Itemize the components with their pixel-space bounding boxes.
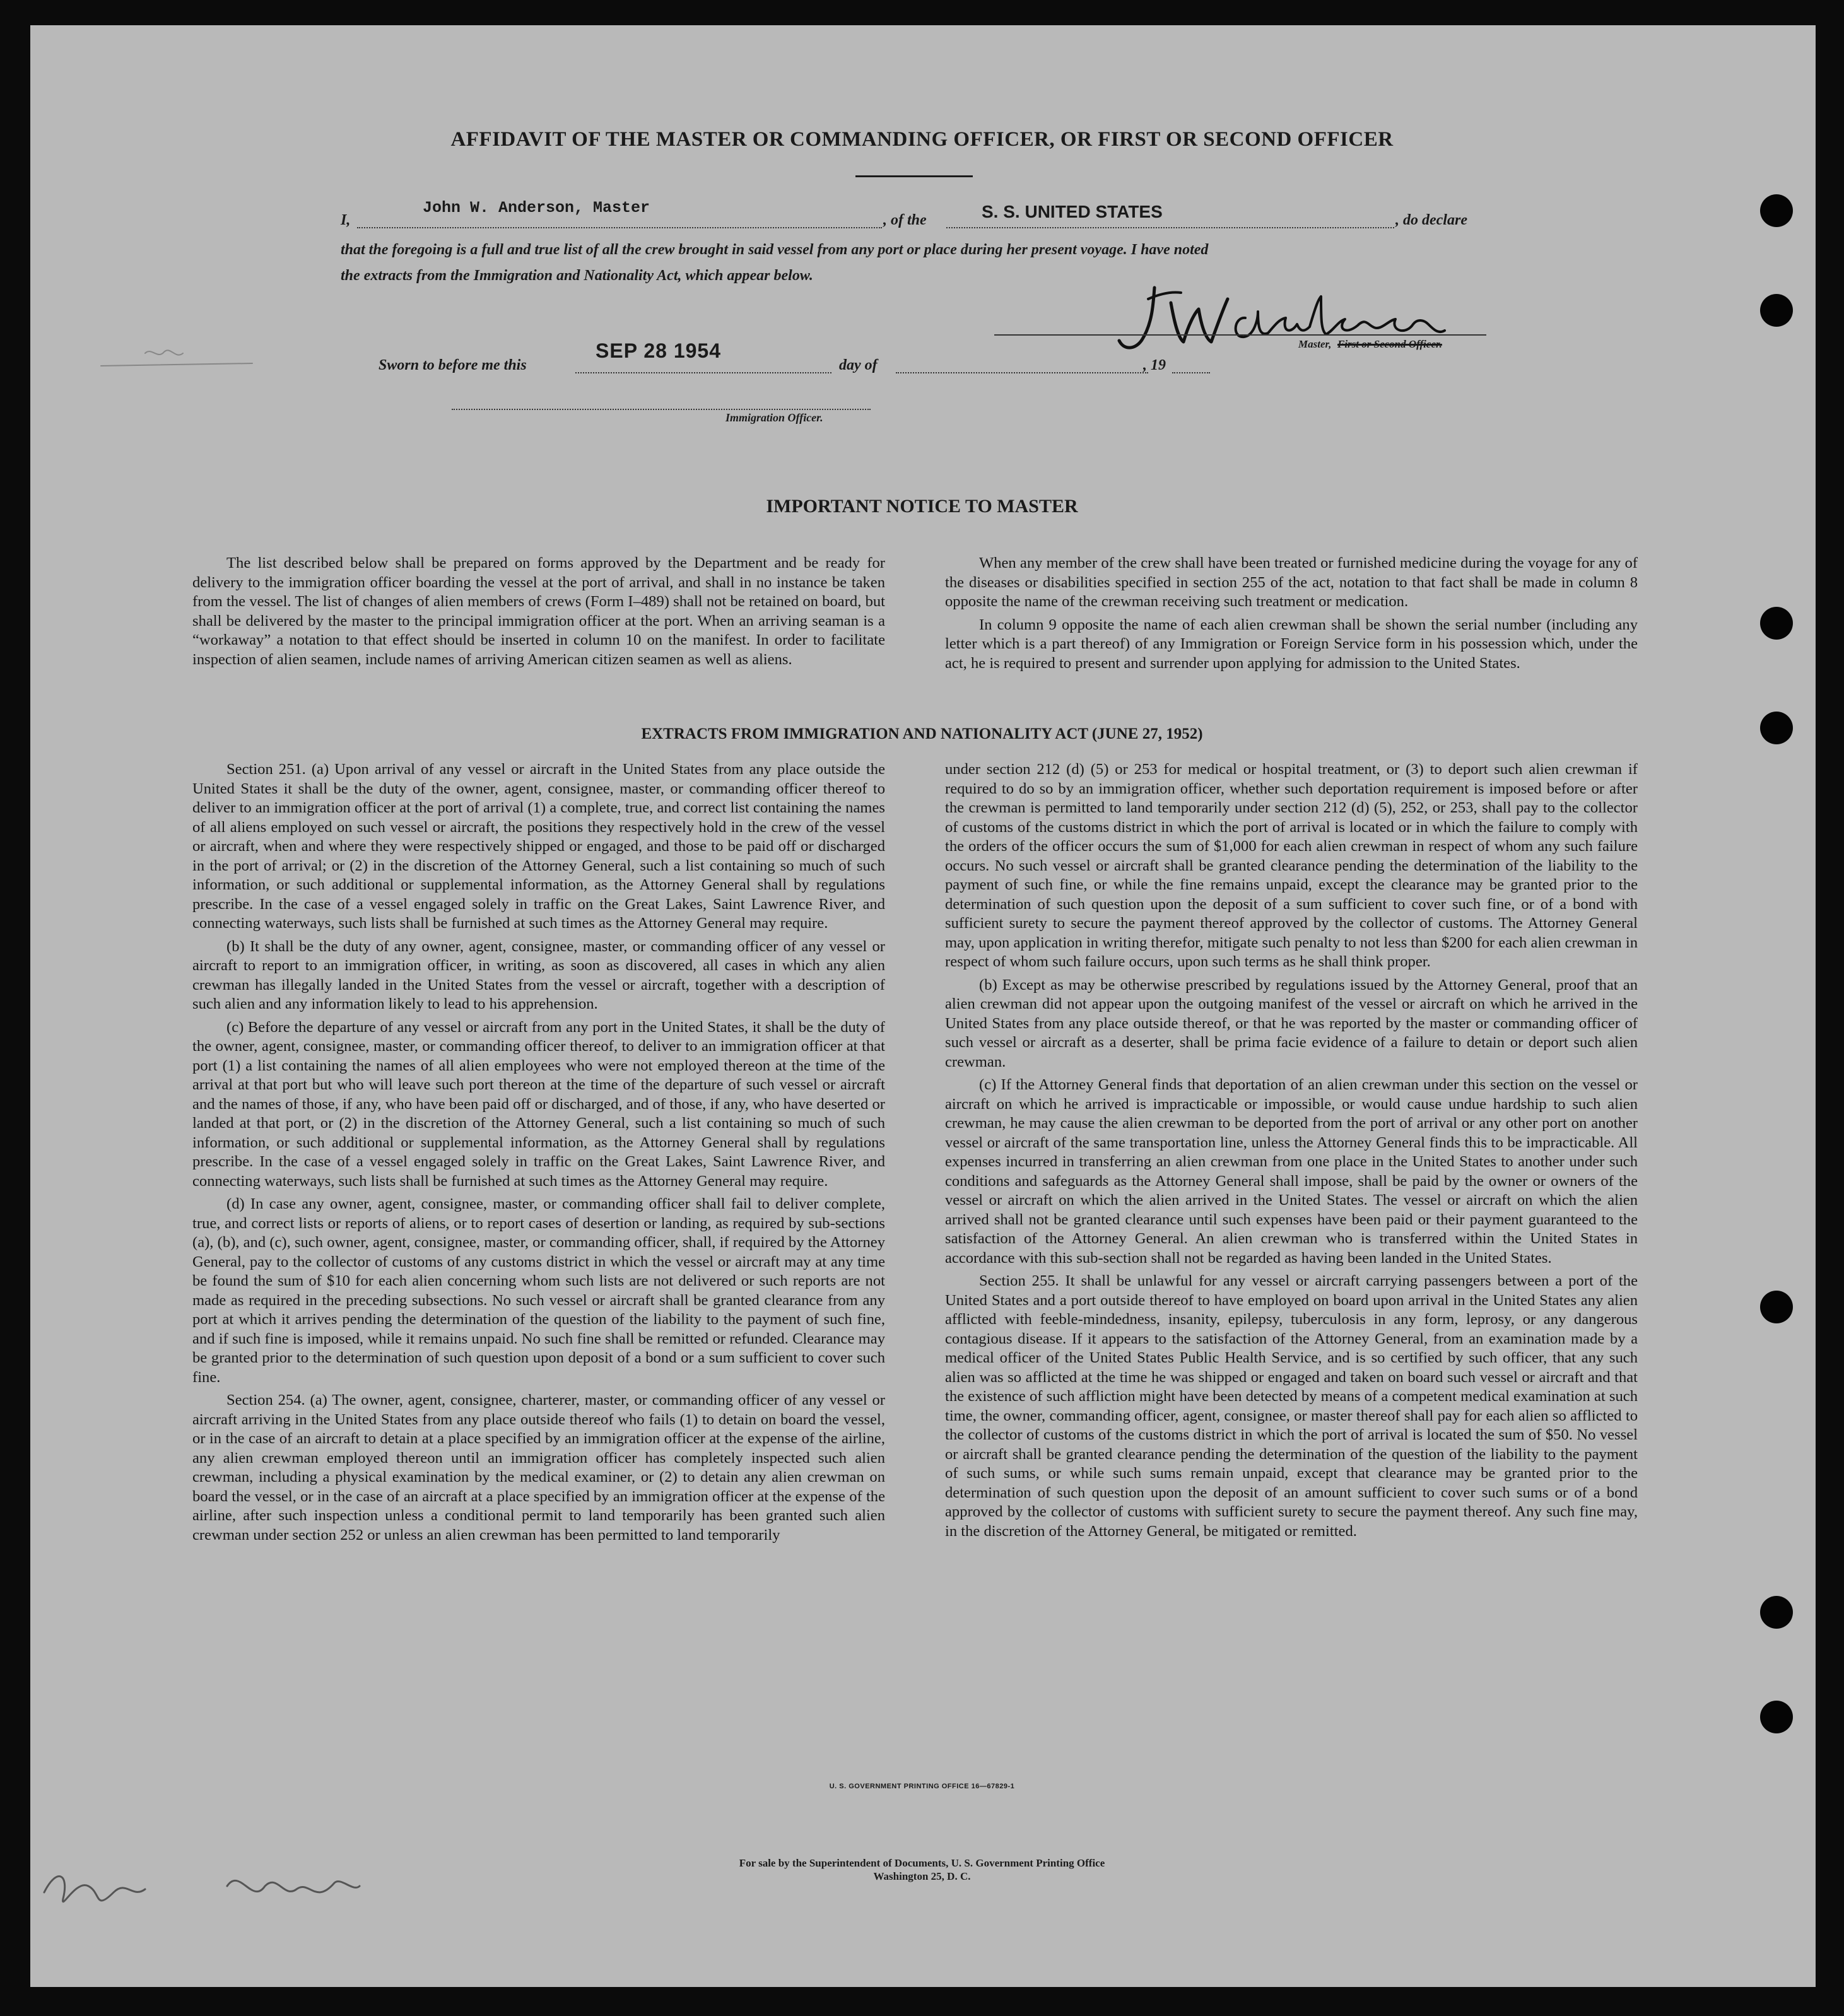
sworn-label: Sworn to before me this bbox=[379, 357, 527, 373]
officer-name: John W. Anderson, Master bbox=[423, 199, 650, 217]
notice-left-column bbox=[192, 554, 885, 669]
declaration-i-label: I, bbox=[341, 212, 351, 228]
extracts-right-column bbox=[945, 760, 1638, 1541]
sworn-date-line bbox=[575, 372, 831, 373]
title-rule bbox=[855, 175, 973, 177]
notice-title: IMPORTANT NOTICE TO MASTER bbox=[766, 496, 1078, 517]
section-251-c: (c) Before the departure of any vessel or aircraft from any port in the United States, it shall be the duty of the owner, agent, consignee, master, or commanding officer thereof, to deliver to an immigration officer at that port (1) a list containing the names of all alien employees who were not employed thereon at the time of the arrival at that port but who will leave such port thereon at the time of the departure of such vessel or aircraft and the names of those, if any, who have been paid off or discharged, and of those, if any, who have deserted or landed at that port, or (2) in the discretion of the Attorney General, such a list containing so much of such information, or such additional or supplemental information, as the Attorney General shall by regulations prescribe. In the case of a vessel engaged solely in traffic on the Great Lakes, Saint Lawrence River, and connecting waterways, such lists shall be furnished at such times as the Attorney General may require. bbox=[192, 1018, 885, 1190]
sworn-date-stamp: SEP 28 1954 bbox=[596, 339, 722, 362]
of-the-label: , of the bbox=[883, 212, 927, 228]
immigration-officer-line bbox=[452, 409, 871, 410]
section-251-a: Section 251. (a) Upon arrival of any vessel or aircraft in the United States from any place outside the United States it shall be the duty of the owner, agent, consignee, master, or commanding officer thereof to deliver to an immigration officer at the port of arrival (1) a complete, true, and correct list containing the names of all aliens employed on such vessel or aircraft, the positions they respectively hold in the crew of the vessel or aircraft, when and where they were respectively shipped or engaged, and those to be paid off or discharged in the port of arrival; or (2) in the discretion of the Attorney General, such a list containing so much of such information, or such additional or supplemental information, as the Attorney General shall by regulations prescribe. In the case of a vessel engaged solely in traffic on the Great Lakes, Saint Lawrence River, and connecting waterways, such lists shall be furnished at such times as the Attorney General may require. bbox=[192, 761, 885, 932]
extracts-title: EXTRACTS FROM IMMIGRATION AND NATIONALITY ACT (JUNE 27, 1952) bbox=[641, 725, 1203, 742]
do-declare-label: , do declare bbox=[1395, 212, 1467, 228]
printing-office-line: U. S. GOVERNMENT PRINTING OFFICE 16—67829-1 bbox=[829, 1783, 1015, 1790]
signature-line bbox=[994, 334, 1486, 336]
signer-title-struck: First or Second Officer. bbox=[1337, 338, 1442, 350]
section-251-d: (d) In case any owner, agent, consignee, master, or commanding officer shall fail to deliver complete, true, and correct lists or reports of aliens, or to report cases of desertion or landing, as required by sub-sections (a), (b), and (c), such owner, agent, consignee, master, or commanding officer, shall, if required by the Attorney General, pay to the collector of customs of any customs district in which the vessel or aircraft may at any time be found the sum of $10 for each alien concerning whom such lists are not delivered or such reports are not made as required in the preceding subsections. No such vessel or aircraft shall be granted clearance from any port at which it arrives pending the determination of the question of the liability to the payment of such fine, and if such fine is imposed, while it remains unpaid. No such fine shall be remitted or refunded. Clearance may be granted prior to the determination of such question upon deposit of a bond or a sum sufficient to cover such fine. bbox=[192, 1195, 885, 1386]
section-254-a: Section 254. (a) The owner, agent, consignee, charterer, master, or commanding officer of any vessel or aircraft arriving in the United States from any place outside thereof who fails (1) to detain on board the vessel, or in the case of an aircraft to detain at a place specified by an immigration officer at the expense of the airline, any alien crewman employed thereon until an immigration officer has completely inspected such alien crewman, including a physical examination by the medical examiner, or (2) to detain any alien crewman on board the vessel, or in the case of an aircraft at a place specified by an immigration officer at the expense of the airline, after such inspection unless a conditional permit to land temporarily has been granted such alien crewman under section 252 or unless an alien crewman has been permitted to land temporarily bbox=[192, 1392, 885, 1544]
extracts-left-column bbox=[192, 760, 885, 1545]
vessel-name-line bbox=[946, 227, 1394, 228]
day-of-label: day of bbox=[839, 357, 878, 373]
binder-hole bbox=[1760, 294, 1793, 327]
vessel-name: S. S. UNITED STATES bbox=[982, 202, 1163, 221]
section-254-b: (b) Except as may be otherwise prescribed by regulations issued by the Attorney General, proof that an alien crewman did not appear upon the outgoing manifest of the vessel or aircraft on which he arrived in the United States from any place outside thereof, or that he was reported by the master or commanding officer of such vessel or aircraft as a deserter, shall be prima facie evidence of a failure to detain or deport such alien crewman. bbox=[945, 976, 1638, 1070]
sale-notice-line-2: Washington 25, D. C. bbox=[873, 1870, 971, 1882]
margin-handwriting bbox=[38, 1855, 366, 1924]
year-label: , 19 bbox=[1143, 357, 1166, 373]
binder-hole bbox=[1760, 1701, 1793, 1733]
declaration-statement-line-2: the extracts from the Immigration and Nationality Act, which appear below. bbox=[341, 267, 813, 284]
binder-hole bbox=[1760, 194, 1793, 227]
declaration-statement-line-1: that the foregoing is a full and true list of all the crew brought in said vessel from any port or place during her present voyage. I have noted bbox=[341, 242, 1209, 258]
immigration-officer-label: Immigration Officer. bbox=[725, 411, 823, 424]
section-255: Section 255. It shall be unlawful for any vessel or aircraft carrying passengers between a port of the United States and a port outside thereof to have employed on board upon arrival in the United States any alien afflicted with feeble-mindedness, insanity, epilepsy, tuberculosis in any form, leprosy, or any dangerous contagious disease. If it appears to the satisfaction of the Attorney General, from an examination made by a medical officer of the United States Public Health Service, and is so certified by such officer, that any such alien was so afflicted at the time he was shipped or engaged and taken on board such vessel or aircraft and that the existence of such affliction might have been detected by means of a competent medical examination at such time, the owner, commanding officer, agent, consignee, or master thereof shall pay for each alien so afflicted to the collector of customs of the customs district in which the port of arrival is located the sum of $50. No vessel or aircraft shall be granted clearance pending the determination of the question of the liability to the payment of such sums, or while such sums remain unpaid, except that clearance may be granted prior to the determination of such question upon the deposit of an amount sufficient to cover such sums or of a bond approved by the collector of customs with sufficient surety to secure the payment thereof. Any such fine may, in the discretion of the Attorney General, be mitigated or remitted. bbox=[945, 1272, 1638, 1540]
notice-paragraph: The list described below shall be prepared on forms approved by the Department and be ready for delivery to the immigration officer boarding the vessel at the port of arrival, and shall in no instance be taken from the vessel. The list of changes of alien members of crews (Form I–489) shall not be retained on board, but shall be delivered by the master to the principal immigration officer at the port. When an arriving seaman is a “workaway” a notation to that effect should be inserted in column 10 on the manifest. In order to facilitate inspection of alien seamen, include names of arriving American citizen seamen as well as aliens. bbox=[192, 554, 885, 668]
section-251-b: (b) It shall be the duty of any owner, agent, consignee, master, or commanding officer of any vessel or aircraft to report to an immigration officer, in writing, as soon as discovered, all cases in which any alien crewman has illegally landed in the United States from the vessel or aircraft, together with a description of such alien and any information likely to lead to his apprehension. bbox=[192, 937, 885, 1012]
binder-hole bbox=[1760, 607, 1793, 640]
margin-pencil-mark bbox=[95, 341, 265, 378]
section-254-c: (c) If the Attorney General finds that deportation of an alien crewman under this section on the vessel or aircraft on which he arrived is impracticable or impossible, or would cause undue hardship to such alien crewman, he may cause the alien crewman to be deported from the port of arrival or any other port on another vessel or aircraft of the same transportation line, unless the Attorney General finds this to be impracticable. All expenses incurred in transferring an alien crewman from one place in the United States to another under such conditions and safeguards as the Attorney General shall impose, shall be paid by the owner or owners of the vessel or aircraft on which the alien arrived in the United States. The vessel or aircraft on which the alien arrived shall not be granted clearance until such expenses have been paid or their payment guaranteed to the satisfaction of the Attorney General. An alien crewman who is transferred within the United States in accordance with this sub-section shall not be regarded as having been landed in the United States. bbox=[945, 1076, 1638, 1267]
year-line bbox=[1172, 372, 1210, 373]
notice-paragraph: When any member of the crew shall have been treated or furnished medicine during the voyage for any of the diseases or disabilities specified in section 255 of the act, notation to that fact shall be made in column 8 opposite the name of the crewman receiving such treatment or medication. bbox=[945, 554, 1638, 610]
binder-hole bbox=[1760, 1596, 1793, 1629]
sale-notice-line-1: For sale by the Superintendent of Documents, U. S. Government Printing Office bbox=[739, 1857, 1105, 1869]
officer-name-line bbox=[357, 227, 882, 228]
notice-right-column bbox=[945, 554, 1638, 673]
notice-paragraph: In column 9 opposite the name of each alien crewman shall be shown the serial number (including any letter which is a part thereof) of any Immigration or Foreign Service form in his possession which, under the act, he is required to present and surrender upon applying for admission to the United States. bbox=[945, 616, 1638, 672]
section-254-a-continued: under section 212 (d) (5) or 253 for medical or hospital treatment, or (3) to deport such alien crewman if required to do so by an immigration officer, whether such deportation requirement is imposed before or after the crewman is permitted to land temporarily under section 212 (d) (5), 252, or 253, shall pay to the collector of customs of the customs district in which the port of arrival is located or in which the failure to comply with the orders of the officer occurs the sum of $1,000 for each alien crewman in respect of whom any such failure occurs. No such vessel or aircraft shall be granted clearance pending the determination of the liability to the payment of such fine, or while the fine remains unpaid, except the clearance may be granted prior to the determination of such question upon the deposit of a sum sufficient to cover such fine, or of a bond with sufficient surety to secure the payment thereof approved by the collector of customs. The Attorney General may, upon application in writing therefor, mitigate such penalty to not less than $200 for each alien crewman in respect of whom such failure occurs, upon such terms as he shall think proper. bbox=[945, 761, 1638, 970]
binder-hole bbox=[1760, 1291, 1793, 1323]
month-line bbox=[896, 372, 1148, 373]
signer-title-master: Master, bbox=[1298, 338, 1332, 350]
affidavit-title: AFFIDAVIT OF THE MASTER OR COMMANDING OFFICER, OR FIRST OR SECOND OFFICER bbox=[450, 128, 1394, 151]
